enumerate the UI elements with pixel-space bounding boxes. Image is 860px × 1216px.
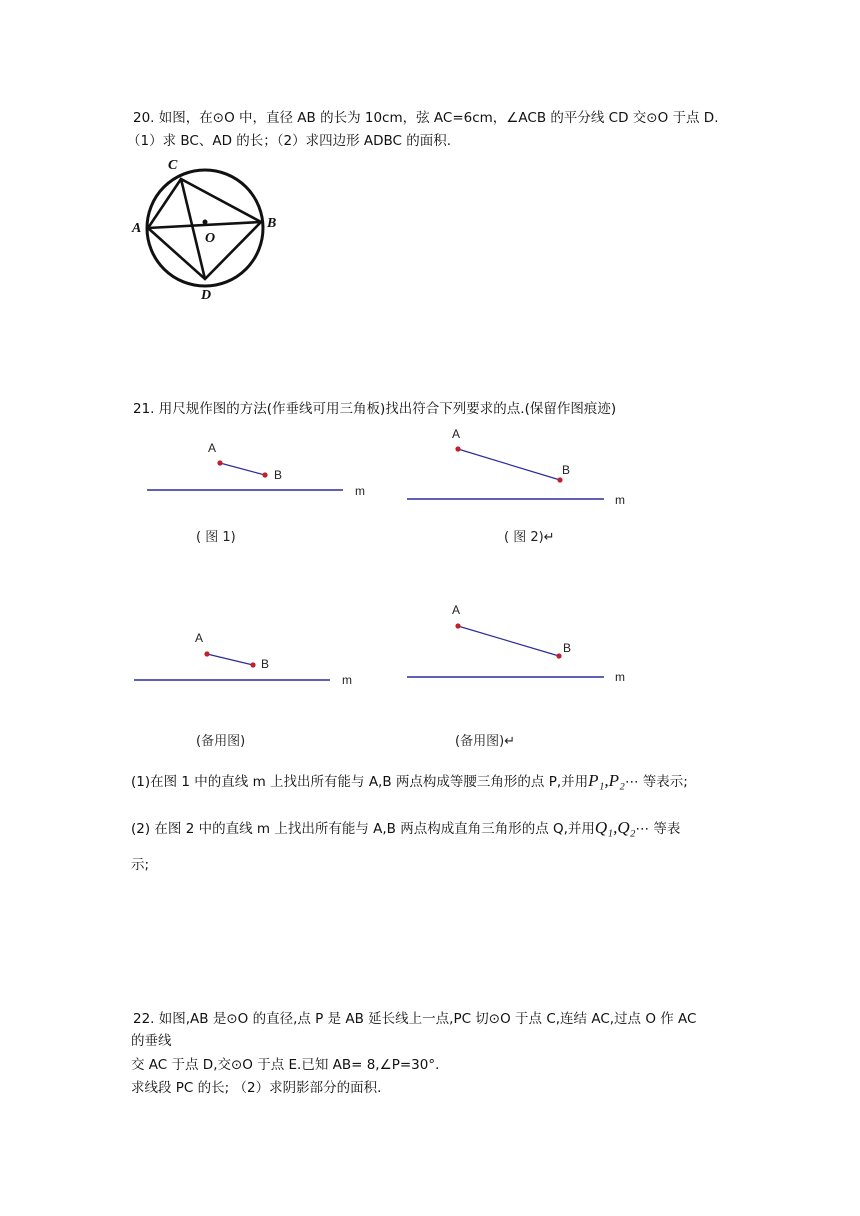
q22-line2: 的垂线 [131,1033,172,1049]
label-a: A [195,631,204,645]
q21-part1-math: P₁,P₂ [588,771,625,790]
fig1-caption: ( 图 1) [196,530,236,545]
label-b: B [274,468,283,482]
q22-line4: 求线段 PC 的长; （2）求阴影部分的面积. [131,1080,382,1096]
label-m: m [342,673,352,687]
label-m: m [615,493,625,507]
segment-ab [458,626,559,656]
fig4-caption: (备用图)↵ [455,734,516,749]
q21-part1 [131,772,688,791]
q21-part2-line2: 示; [131,857,150,873]
label-a: A [452,603,461,617]
q21-part1-end: ⋯ 等表示; [624,774,688,790]
q21-part2-end: ⋯ 等表 [635,821,681,837]
label-c: C [168,158,178,173]
label-o: O [205,231,216,246]
q20-circle-figure [128,152,288,307]
fig4-spare [400,600,640,685]
point-b [262,472,267,477]
point-b [557,477,562,482]
segment-ab [220,463,265,475]
point-a [204,651,209,656]
q20-line2: （1）求 BC、AD 的长；（2）求四边形 ADBC 的面积. [127,133,452,149]
point-a [455,623,460,628]
segment-ab [458,449,560,480]
label-a: A [208,441,217,455]
label-a: A [452,427,461,441]
q21-part2-text: (2) 在图 2 中的直线 m 上找出所有能与 A,B 两点构成直角三角形的点 Q,并用 [131,821,595,837]
fig2-caption: ( 图 2)↵ [504,530,555,545]
q21-part2-math: Q₁,Q₂ [594,818,636,837]
label-m: m [355,484,365,498]
q20-line1: 20. 如图，在⊙O 中，直径 AB 的长为 10cm，弦 AC=6cm，∠ACB 的平分线 CD 交⊙O 于点 D. [133,110,719,126]
label-b: B [563,641,572,655]
label-b: B [261,657,270,671]
point-a [455,446,460,451]
label-m: m [615,670,625,684]
label-b: B [267,216,277,231]
point-a [217,460,222,465]
center-point [203,220,208,225]
fig3-caption: (备用图) [196,734,246,749]
fig2 [400,425,640,510]
q22-line3: 交 AC 于点 D,交⊙O 于点 E.已知 AB= 8,∠P=30°. [131,1057,440,1073]
point-b [556,653,561,658]
point-b [250,662,255,667]
label-a: A [132,221,142,236]
fig3-spare [128,625,358,690]
q21-part1-text: (1)在图 1 中的直线 m 上找出所有能与 A,B 两点构成等腰三角形的点 P,并用 [131,774,589,790]
label-d: D [201,288,212,303]
q22-line1: 22. 如图,AB 是⊙O 的直径,点 P 是 AB 延长线上一点,PC 切⊙O 于点 C,连结 AC,过点 O 作 AC [133,1011,697,1027]
q21-line1: 21. 用尺规作图的方法(作垂线可用三角板)找出符合下列要求的点.(保留作图痕迹) [133,401,617,417]
q21-part2 [131,819,680,838]
fig1 [140,435,370,500]
chord-cd [181,179,205,279]
quadrilateral-adbc [148,179,261,279]
segment-ab [207,654,253,665]
label-b: B [562,463,571,477]
